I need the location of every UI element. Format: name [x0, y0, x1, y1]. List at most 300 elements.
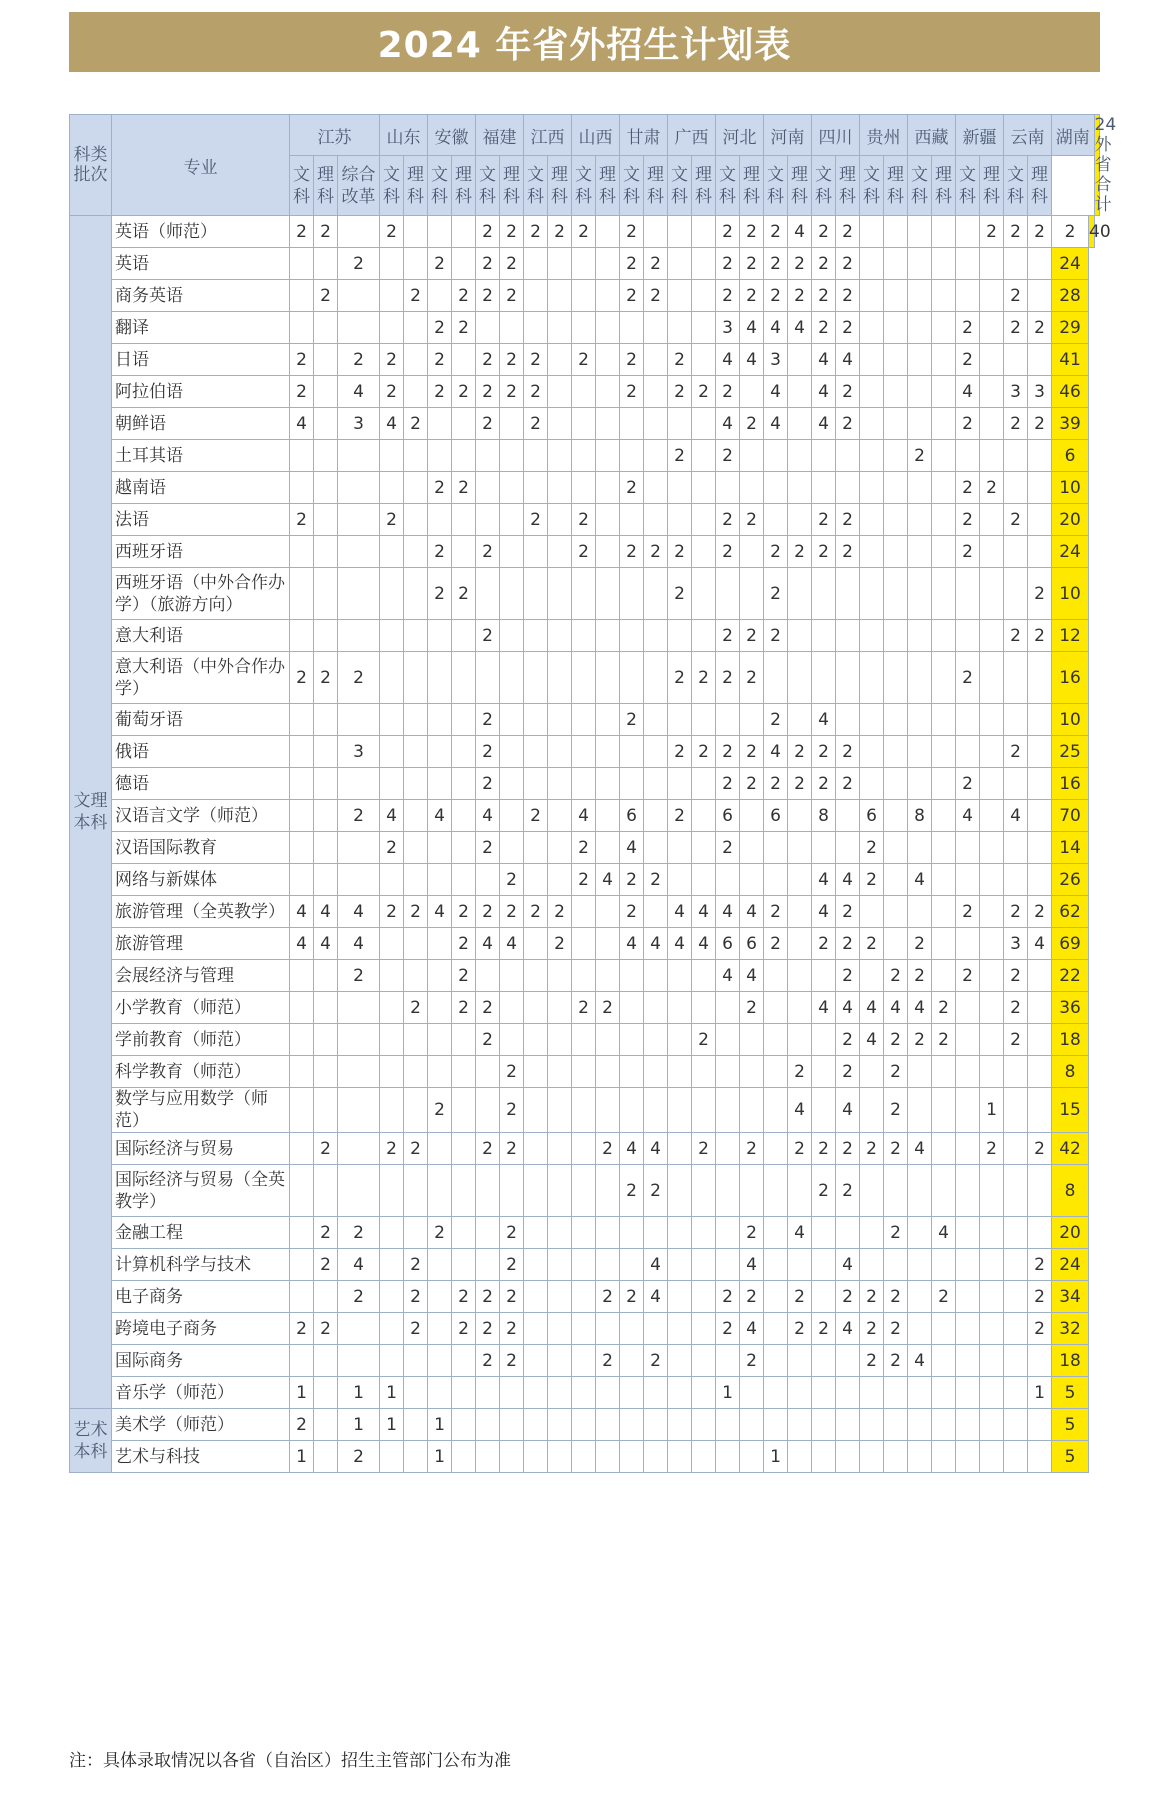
quota-cell: [404, 800, 428, 832]
quota-cell: [764, 1313, 788, 1345]
quota-cell: [428, 652, 452, 704]
quota-cell: 2: [404, 1313, 428, 1345]
quota-cell: 2: [884, 1281, 908, 1313]
quota-cell: 2: [524, 376, 548, 408]
quota-cell: [860, 1377, 884, 1409]
quota-cell: 2: [764, 704, 788, 736]
quota-cell: [500, 1409, 524, 1441]
quota-cell: [908, 408, 932, 440]
quota-cell: [644, 832, 668, 864]
quota-cell: [764, 1056, 788, 1088]
quota-cell: 4: [476, 928, 500, 960]
quota-cell: [956, 1409, 980, 1441]
quota-cell: [812, 960, 836, 992]
quota-cell: [1004, 652, 1028, 704]
quota-cell: [404, 1056, 428, 1088]
quota-cell: [740, 1441, 764, 1473]
quota-cell: 4: [620, 1133, 644, 1165]
quota-cell: [338, 1024, 380, 1056]
table-row: [70, 832, 1100, 864]
quota-cell: 2: [668, 344, 692, 376]
quota-cell: [380, 312, 404, 344]
quota-cell: 2: [836, 1024, 860, 1056]
quota-cell: [980, 620, 1004, 652]
quota-cell: [500, 408, 524, 440]
quota-cell: [908, 704, 932, 736]
quota-cell: [620, 736, 644, 768]
quota-cell: 4: [740, 344, 764, 376]
quota-cell: [692, 408, 716, 440]
quota-cell: [884, 1249, 908, 1281]
quota-cell: [572, 312, 596, 344]
quota-cell: [290, 864, 314, 896]
quota-cell: [788, 1441, 812, 1473]
quota-cell: [860, 704, 884, 736]
quota-cell: [788, 832, 812, 864]
quota-cell: [404, 248, 428, 280]
subject-header: 理 科: [980, 156, 1004, 216]
quota-cell: [404, 1377, 428, 1409]
quota-cell: 2: [1028, 1133, 1052, 1165]
quota-cell: [884, 896, 908, 928]
quota-cell: [596, 1377, 620, 1409]
quota-cell: [476, 1249, 500, 1281]
quota-cell: [740, 1024, 764, 1056]
quota-cell: [428, 280, 452, 312]
quota-cell: [932, 1345, 956, 1377]
quota-cell: [404, 832, 428, 864]
quota-cell: [788, 1249, 812, 1281]
quota-cell: [788, 992, 812, 1024]
table-row: [70, 376, 1100, 408]
quota-cell: [290, 704, 314, 736]
quota-cell: 1: [338, 1377, 380, 1409]
quota-cell: [668, 1217, 692, 1249]
quota-cell: 4: [836, 1088, 860, 1133]
province-header: 四川: [812, 115, 860, 156]
quota-cell: [788, 1345, 812, 1377]
quota-cell: [644, 472, 668, 504]
quota-cell: [404, 736, 428, 768]
quota-cell: [500, 472, 524, 504]
quota-cell: 2: [620, 896, 644, 928]
quota-cell: 2: [764, 248, 788, 280]
quota-cell: 2: [500, 1133, 524, 1165]
quota-cell: 2: [314, 652, 338, 704]
quota-cell: [452, 536, 476, 568]
quota-cell: 2: [1004, 216, 1028, 248]
quota-cell: [314, 504, 338, 536]
quota-cell: [956, 620, 980, 652]
quota-cell: [1004, 832, 1028, 864]
table-body: [70, 216, 1111, 1473]
quota-cell: 2: [500, 1056, 524, 1088]
quota-cell: 2: [980, 216, 1004, 248]
quota-cell: 2: [1004, 1024, 1028, 1056]
quota-cell: 4: [764, 736, 788, 768]
table-row: [70, 1313, 1100, 1345]
quota-cell: 2: [476, 832, 500, 864]
quota-cell: [476, 1441, 500, 1473]
quota-cell: [596, 440, 620, 472]
quota-cell: 2: [452, 312, 476, 344]
quota-cell: 2: [740, 248, 764, 280]
quota-cell: [860, 376, 884, 408]
quota-cell: [548, 992, 572, 1024]
quota-cell: 2: [500, 1281, 524, 1313]
quota-cell: [290, 1133, 314, 1165]
quota-cell: [476, 1217, 500, 1249]
quota-cell: 1: [290, 1377, 314, 1409]
quota-cell: 2: [476, 1024, 500, 1056]
quota-cell: [380, 1281, 404, 1313]
quota-cell: [740, 536, 764, 568]
quota-cell: [524, 568, 548, 620]
quota-cell: [338, 312, 380, 344]
quota-cell: [908, 736, 932, 768]
quota-cell: [692, 800, 716, 832]
quota-cell: [860, 312, 884, 344]
quota-cell: [524, 1281, 548, 1313]
quota-cell: 2: [596, 992, 620, 1024]
major-name: 阿拉伯语: [112, 376, 290, 408]
page-title: 2024 年省外招生计划表: [377, 24, 792, 66]
quota-cell: [500, 620, 524, 652]
quota-cell: [380, 1217, 404, 1249]
quota-cell: [692, 864, 716, 896]
quota-cell: 2: [716, 280, 740, 312]
quota-cell: [692, 1088, 716, 1133]
quota-cell: [548, 1133, 572, 1165]
quota-cell: [314, 312, 338, 344]
subject-header: 文 科: [908, 156, 932, 216]
quota-cell: [980, 440, 1004, 472]
quota-cell: 2: [428, 312, 452, 344]
quota-cell: 3: [338, 408, 380, 440]
subject-header: 文 科: [524, 156, 548, 216]
quota-cell: [596, 568, 620, 620]
quota-cell: [572, 1249, 596, 1281]
quota-cell: [500, 736, 524, 768]
quota-cell: [338, 1133, 380, 1165]
subject-header: 理 科: [314, 156, 338, 216]
quota-cell: [572, 1217, 596, 1249]
quota-cell: [314, 1441, 338, 1473]
quota-cell: 2: [956, 504, 980, 536]
quota-cell: [764, 960, 788, 992]
quota-cell: [524, 536, 548, 568]
row-total: 24: [1052, 536, 1089, 568]
row-total: 8: [1052, 1056, 1089, 1088]
quota-cell: [1028, 864, 1052, 896]
quota-cell: [956, 992, 980, 1024]
quota-cell: 2: [428, 376, 452, 408]
quota-cell: [668, 992, 692, 1024]
quota-cell: [596, 1441, 620, 1473]
quota-cell: 4: [290, 896, 314, 928]
quota-cell: [668, 1024, 692, 1056]
quota-cell: [338, 216, 380, 248]
quota-cell: 2: [908, 1024, 932, 1056]
subject-header: 理 科: [836, 156, 860, 216]
major-name: 德语: [112, 768, 290, 800]
quota-cell: 4: [836, 1249, 860, 1281]
quota-cell: [740, 832, 764, 864]
row-total: 39: [1052, 408, 1089, 440]
quota-cell: [644, 440, 668, 472]
quota-cell: [1028, 280, 1052, 312]
quota-cell: 2: [620, 864, 644, 896]
quota-cell: [290, 248, 314, 280]
quota-cell: 2: [524, 408, 548, 440]
quota-cell: [932, 568, 956, 620]
quota-cell: 2: [314, 1249, 338, 1281]
quota-cell: [836, 832, 860, 864]
subject-header: 文 科: [764, 156, 788, 216]
province-header: 广西: [668, 115, 716, 156]
quota-cell: [860, 408, 884, 440]
quota-cell: [740, 1377, 764, 1409]
quota-cell: [314, 536, 338, 568]
quota-cell: [980, 1345, 1004, 1377]
quota-cell: [290, 472, 314, 504]
major-name: 学前教育（师范）: [112, 1024, 290, 1056]
quota-cell: [788, 1165, 812, 1217]
quota-cell: 2: [812, 504, 836, 536]
quota-cell: 2: [836, 928, 860, 960]
quota-cell: [812, 1345, 836, 1377]
quota-cell: [572, 896, 596, 928]
quota-cell: [860, 536, 884, 568]
quota-cell: [548, 312, 572, 344]
quota-cell: 4: [476, 800, 500, 832]
quota-cell: [980, 504, 1004, 536]
quota-cell: [668, 620, 692, 652]
quota-cell: [812, 1056, 836, 1088]
quota-cell: [548, 620, 572, 652]
quota-cell: [740, 1409, 764, 1441]
quota-cell: [692, 344, 716, 376]
quota-cell: 2: [338, 1217, 380, 1249]
row-total: 16: [1052, 768, 1089, 800]
quota-cell: [884, 704, 908, 736]
quota-cell: [1004, 864, 1028, 896]
quota-cell: [812, 1024, 836, 1056]
quota-cell: 6: [716, 800, 740, 832]
quota-cell: [476, 864, 500, 896]
quota-cell: [860, 1165, 884, 1217]
category-cell: 艺术 本科: [70, 1409, 112, 1473]
quota-cell: [668, 312, 692, 344]
quota-cell: [908, 568, 932, 620]
quota-cell: [596, 536, 620, 568]
quota-cell: [908, 344, 932, 376]
table-row: [70, 1281, 1100, 1313]
quota-cell: [620, 1377, 644, 1409]
quota-cell: [980, 344, 1004, 376]
quota-cell: [620, 440, 644, 472]
row-total: 18: [1052, 1345, 1089, 1377]
quota-cell: [620, 1313, 644, 1345]
province-header: 山东: [380, 115, 428, 156]
quota-cell: [548, 504, 572, 536]
quota-cell: [980, 248, 1004, 280]
quota-cell: [716, 1088, 740, 1133]
quota-cell: [524, 768, 548, 800]
quota-cell: [692, 960, 716, 992]
quota-cell: [692, 312, 716, 344]
quota-cell: 3: [1028, 376, 1052, 408]
quota-cell: 4: [908, 1345, 932, 1377]
quota-cell: [596, 408, 620, 440]
quota-cell: [932, 800, 956, 832]
quota-cell: [716, 472, 740, 504]
quota-cell: [404, 344, 428, 376]
quota-cell: [908, 1217, 932, 1249]
quota-cell: 4: [716, 896, 740, 928]
quota-cell: [500, 536, 524, 568]
quota-cell: [668, 864, 692, 896]
quota-cell: [860, 472, 884, 504]
major-header: 专业: [112, 115, 290, 216]
enrollment-plan-table: [69, 114, 1117, 1473]
quota-cell: 2: [338, 1441, 380, 1473]
quota-cell: [338, 864, 380, 896]
quota-cell: [932, 376, 956, 408]
quota-cell: [908, 896, 932, 928]
subject-header: 文 科: [956, 156, 980, 216]
quota-cell: [290, 568, 314, 620]
quota-cell: [692, 1377, 716, 1409]
quota-cell: [500, 832, 524, 864]
quota-cell: [908, 216, 932, 248]
quota-cell: [908, 832, 932, 864]
major-name: 越南语: [112, 472, 290, 504]
quota-cell: 4: [620, 832, 644, 864]
quota-cell: 2: [764, 928, 788, 960]
quota-cell: [548, 248, 572, 280]
quota-cell: [692, 1249, 716, 1281]
quota-cell: 2: [812, 736, 836, 768]
quota-cell: 4: [836, 992, 860, 1024]
row-total: 10: [1052, 472, 1089, 504]
quota-cell: [548, 1088, 572, 1133]
quota-cell: [476, 652, 500, 704]
quota-cell: 2: [716, 376, 740, 408]
quota-cell: [620, 652, 644, 704]
quota-cell: 2: [572, 216, 596, 248]
quota-cell: 2: [836, 376, 860, 408]
quota-cell: [500, 1441, 524, 1473]
table-row: [70, 280, 1100, 312]
quota-cell: [668, 1249, 692, 1281]
quota-cell: [452, 1249, 476, 1281]
quota-cell: [452, 1088, 476, 1133]
quota-cell: [860, 736, 884, 768]
quota-cell: [596, 504, 620, 536]
quota-cell: 2: [644, 864, 668, 896]
major-name: 汉语国际教育: [112, 832, 290, 864]
quota-cell: [644, 992, 668, 1024]
quota-cell: 2: [812, 928, 836, 960]
quota-cell: 2: [338, 248, 380, 280]
quota-cell: 2: [428, 472, 452, 504]
quota-cell: 2: [500, 376, 524, 408]
quota-cell: [404, 768, 428, 800]
quota-cell: [452, 620, 476, 652]
quota-cell: [1004, 1441, 1028, 1473]
quota-cell: [956, 1441, 980, 1473]
quota-cell: [452, 768, 476, 800]
quota-cell: 2: [812, 312, 836, 344]
subject-header: 文 科: [620, 156, 644, 216]
quota-cell: [476, 1056, 500, 1088]
quota-cell: [380, 1024, 404, 1056]
quota-cell: [548, 1313, 572, 1345]
quota-cell: 4: [764, 376, 788, 408]
quota-cell: 2: [572, 864, 596, 896]
quota-cell: [980, 1249, 1004, 1281]
quota-cell: [380, 1088, 404, 1133]
quota-cell: 2: [1052, 216, 1089, 248]
quota-cell: 4: [788, 1217, 812, 1249]
quota-cell: 2: [740, 280, 764, 312]
quota-cell: [314, 620, 338, 652]
quota-cell: [380, 536, 404, 568]
quota-cell: [620, 1056, 644, 1088]
quota-cell: [500, 960, 524, 992]
quota-cell: [620, 568, 644, 620]
quota-cell: [572, 1165, 596, 1217]
quota-cell: [572, 960, 596, 992]
quota-cell: [290, 312, 314, 344]
quota-cell: [452, 864, 476, 896]
quota-cell: 2: [740, 1217, 764, 1249]
quota-cell: [572, 1345, 596, 1377]
quota-cell: [932, 864, 956, 896]
quota-cell: [932, 1441, 956, 1473]
quota-cell: [860, 960, 884, 992]
quota-cell: 2: [338, 960, 380, 992]
quota-cell: 2: [476, 704, 500, 736]
quota-cell: 2: [500, 864, 524, 896]
quota-cell: [668, 504, 692, 536]
province-header: 福建: [476, 115, 524, 156]
quota-cell: [764, 1088, 788, 1133]
quota-cell: [572, 1133, 596, 1165]
quota-cell: 2: [884, 1217, 908, 1249]
quota-cell: [548, 800, 572, 832]
quota-cell: [380, 928, 404, 960]
quota-cell: [572, 1313, 596, 1345]
table-row: [70, 736, 1100, 768]
quota-cell: [956, 704, 980, 736]
major-name: 旅游管理（全英教学）: [112, 896, 290, 928]
quota-cell: 4: [812, 408, 836, 440]
quota-cell: 2: [524, 504, 548, 536]
quota-cell: 2: [860, 928, 884, 960]
table-row: [70, 992, 1100, 1024]
quota-cell: [692, 472, 716, 504]
quota-cell: 2: [548, 896, 572, 928]
major-name: 意大利语: [112, 620, 290, 652]
quota-cell: [1028, 248, 1052, 280]
quota-cell: [314, 344, 338, 376]
row-total: 36: [1052, 992, 1089, 1024]
quota-cell: 2: [884, 960, 908, 992]
quota-cell: [884, 652, 908, 704]
quota-cell: [932, 504, 956, 536]
